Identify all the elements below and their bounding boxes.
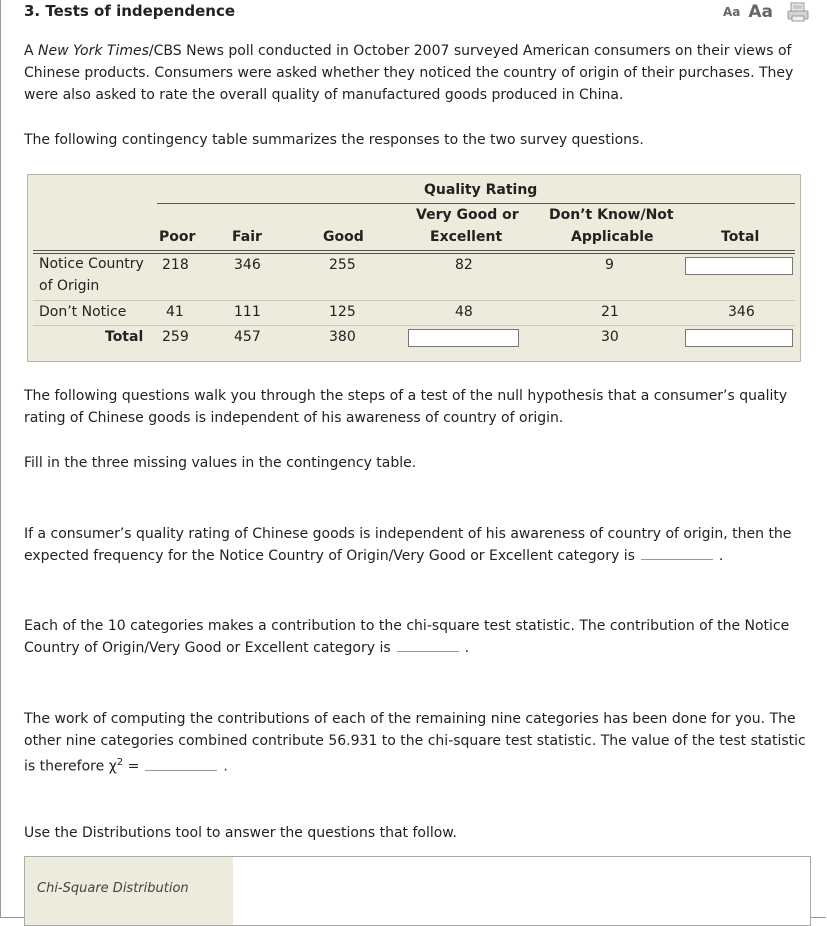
row-divider-1 <box>33 300 795 301</box>
font-size-controls <box>723 2 809 22</box>
quality-rating-header: Quality Rating <box>424 182 538 198</box>
expected-frequency-input[interactable] <box>641 545 713 560</box>
cell-dont-total: 346 <box>728 304 755 320</box>
cell-dont-good: 125 <box>329 304 356 320</box>
question-fill-missing: Fill in the three missing values in the contingency table. <box>24 455 417 471</box>
publication-name: New York Times <box>38 43 149 59</box>
contingency-table <box>27 174 801 362</box>
cell-notice-dk: 9 <box>605 257 614 273</box>
font-large-button[interactable]: Aa <box>748 2 773 22</box>
col-poor: Poor <box>159 229 196 245</box>
row-notice-label-2: of Origin <box>39 278 100 294</box>
table-intro: The following contingency table summarizes the responses to the two survey questions. <box>24 132 644 148</box>
col-very-good-line2: Excellent <box>430 229 503 245</box>
double-rule-top <box>33 250 795 251</box>
cell-dont-dk: 21 <box>601 304 619 320</box>
input-notice-total[interactable] <box>685 257 793 275</box>
question-chi-square: The work of computing the contributions of each of the remaining nine categories has been done for you. The other nine categories combined contribute 56.931 to the chi-square test statistic. The value of the test statistic is therefore $\chi^2$ = . <box>24 711 806 775</box>
font-small-button[interactable]: Aa <box>722 5 741 19</box>
cell-total-dk: 30 <box>601 329 619 345</box>
distributions-tool[interactable] <box>24 856 811 926</box>
input-total-vg[interactable] <box>408 329 519 347</box>
cell-dont-vg: 48 <box>455 304 473 320</box>
question-contribution: Each of the 10 categories makes a contribution to the chi-square test statistic. The contribution of the Notice Country of Origin/Very Good or Excellent category is . <box>24 618 790 656</box>
col-total: Total <box>721 229 760 245</box>
cell-total-fair: 457 <box>234 329 261 345</box>
header-rule <box>157 203 795 204</box>
col-very-good-line1: Very Good or <box>416 207 519 223</box>
cell-total-good: 380 <box>329 329 356 345</box>
chi-square-distribution-tab[interactable]: Chi-Square Distribution <box>37 881 189 896</box>
cell-total-poor: 259 <box>162 329 189 345</box>
question-expected-frequency: If a consumer’s quality rating of Chinese goods is independent of his awareness of country of origin, then the expected frequency for the Notice Country of Origin/Very Good or Excellent category is . <box>24 526 792 564</box>
col-fair: Fair <box>232 229 262 245</box>
col-dont-know-line2: Applicable <box>571 229 654 245</box>
col-good: Good <box>323 229 364 245</box>
contribution-input[interactable] <box>397 637 459 652</box>
question-distributions: Use the Distributions tool to answer the questions that follow. <box>24 825 457 841</box>
print-icon[interactable] <box>787 2 809 22</box>
chi-symbol: χ <box>108 758 117 775</box>
cell-notice-good: 255 <box>329 257 356 273</box>
page-title: 3. Tests of independence <box>24 2 236 20</box>
question-intro: The following questions walk you through the steps of a test of the null hypothesis that a consumer’s quality rating of Chinese goods is independent of his awareness of country of origin. <box>24 388 788 426</box>
cell-dont-fair: 111 <box>234 304 261 320</box>
intro-paragraph: A New York Times/CBS News poll conducted in October 2007 surveyed American consumers on their views of Chinese products. Consumers were asked whether they noticed the country of origin of their purchases. They were also asked to rate the overall quality of manufactured goods produced in China. <box>24 43 794 103</box>
row-divider-2 <box>33 325 795 326</box>
cell-notice-fair: 346 <box>234 257 261 273</box>
row-total-label: Total <box>105 329 144 345</box>
chi-square-input[interactable] <box>145 756 217 771</box>
col-dont-know-line1: Don’t Know/Not <box>549 207 674 223</box>
double-rule-bottom <box>33 253 795 254</box>
input-grand-total[interactable] <box>685 329 793 347</box>
cell-notice-poor: 218 <box>162 257 189 273</box>
row-notice-label: Notice Country <box>39 256 144 272</box>
cell-dont-poor: 41 <box>166 304 184 320</box>
cell-notice-vg: 82 <box>455 257 473 273</box>
row-dont-notice-label: Don’t Notice <box>39 304 127 320</box>
